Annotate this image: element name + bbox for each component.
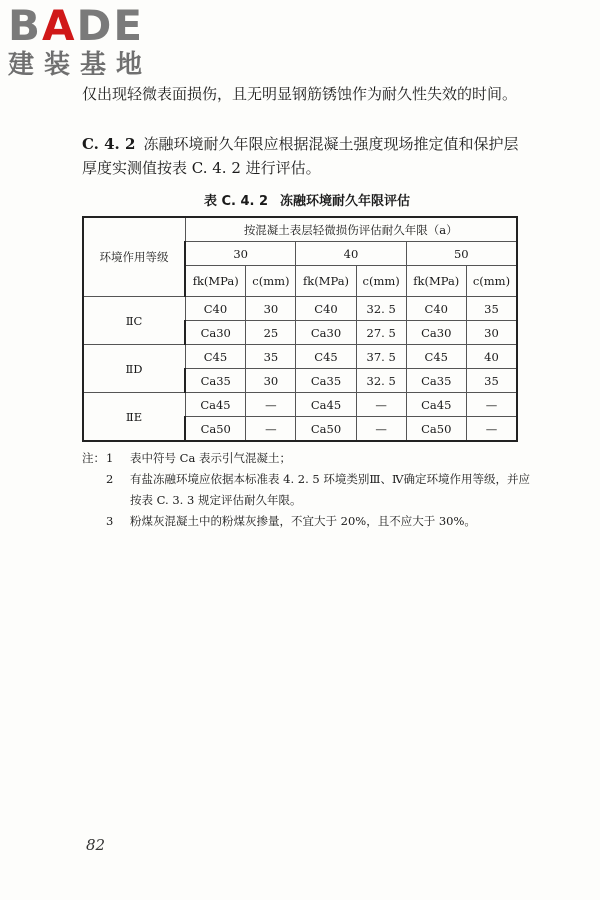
header-year-50: 50 [406,242,517,266]
grade-cell: ⅡC [83,297,185,345]
table-cell: Ca35 [296,369,356,393]
table-cell: 32. 5 [356,369,406,393]
header-c: c(mm) [356,266,406,297]
table-cell: C40 [406,297,466,321]
table-cell: C45 [406,345,466,369]
table-cell: Ca45 [185,393,246,417]
grade-cell: ⅡE [83,393,185,442]
table-cell: Ca35 [406,369,466,393]
header-fk: fk(MPa) [406,266,466,297]
logo-letter-a: A [42,1,77,50]
note-number: 1 [106,451,114,465]
logo-letter-b: B [8,1,43,50]
table-cell: 35 [466,297,517,321]
page-number: 82 [86,836,106,854]
note-item [82,511,532,532]
grade-cell: ⅡD [83,345,185,393]
table-cell: — [246,393,296,417]
table-cell: 40 [466,345,517,369]
note-item [82,448,532,469]
clause-paragraph [82,132,532,180]
table-cell: Ca35 [185,369,246,393]
table-title-text: 冻融环境耐久年限评估 [280,194,411,209]
note-text: 粉煤灰混凝土中的粉煤灰掺量，不宜大于 20%，且不应大于 30%。 [130,514,476,528]
table-notes [82,448,532,532]
table-cell: 30 [246,297,296,321]
table-cell: C40 [296,297,356,321]
note-number: 3 [106,514,114,528]
table-cell: — [466,393,517,417]
durability-table [82,216,518,442]
table-row [83,345,517,369]
header-year-40: 40 [296,242,406,266]
table-row [83,297,517,321]
logo-latin [8,1,152,50]
table-title [82,190,532,209]
note-item [82,469,532,511]
header-group: 按混凝土表层轻微损伤评估耐久年限（a） [185,217,517,242]
table-cell: — [246,417,296,442]
header-c: c(mm) [246,266,296,297]
table-cell: — [356,393,406,417]
table-header-row-1 [83,217,517,242]
table-cell: Ca50 [185,417,246,442]
header-env-grade-label: 环境作用等级 [99,250,169,264]
clause-text: 冻融环境耐久年限应根据混凝土强度现场推定值和保护层厚度实测值按表 C. 4. 2 进行评估。 [82,135,519,177]
header-env-grade [83,217,185,297]
table-cell: 37. 5 [356,345,406,369]
table-cell: C45 [296,345,356,369]
intro-paragraph: 仅出现轻微表面损伤，且无明显钢筋锈蚀作为耐久性失效的时间。 [82,85,518,103]
logo-cjk: 建装基地 [8,50,153,80]
table-cell: 35 [246,345,296,369]
table-cell: C45 [185,345,246,369]
table-row [83,393,517,417]
table-cell: 32. 5 [356,297,406,321]
table-cell: Ca50 [296,417,356,442]
table-cell: C40 [185,297,246,321]
table-cell: — [356,417,406,442]
note-number: 2 [106,472,114,486]
table-cell: Ca30 [406,321,466,345]
note-indent [82,511,106,532]
table-cell: 30 [466,321,517,345]
table-cell: 25 [246,321,296,345]
table-cell: — [466,417,517,442]
table-cell: Ca30 [296,321,356,345]
table-cell: 35 [466,369,517,393]
note-text: 有盐冻融环境应依据本标准表 4. 2. 5 环境类别Ⅲ、Ⅳ确定环境作用等级，并应按表 C. 3. 3 规定评估耐久年限。 [130,472,530,507]
note-text: 表中符号 Ca 表示引气混凝土； [130,451,291,465]
table-cell: 27. 5 [356,321,406,345]
table-cell: Ca30 [185,321,246,345]
header-fk: fk(MPa) [185,266,246,297]
logo [8,1,153,80]
note-lead: 注： [82,451,105,465]
header-year-30: 30 [185,242,296,266]
clause-number: C. 4. 2 [82,135,136,153]
table-cell: Ca50 [406,417,466,442]
header-fk: fk(MPa) [296,266,356,297]
note-indent [82,469,106,511]
header-c: c(mm) [466,266,517,297]
table-cell: Ca45 [406,393,466,417]
table-number: 表 C. 4. 2 [203,194,269,209]
logo-letters-de: DE [76,1,145,50]
table-cell: 30 [246,369,296,393]
table-cell: Ca45 [296,393,356,417]
